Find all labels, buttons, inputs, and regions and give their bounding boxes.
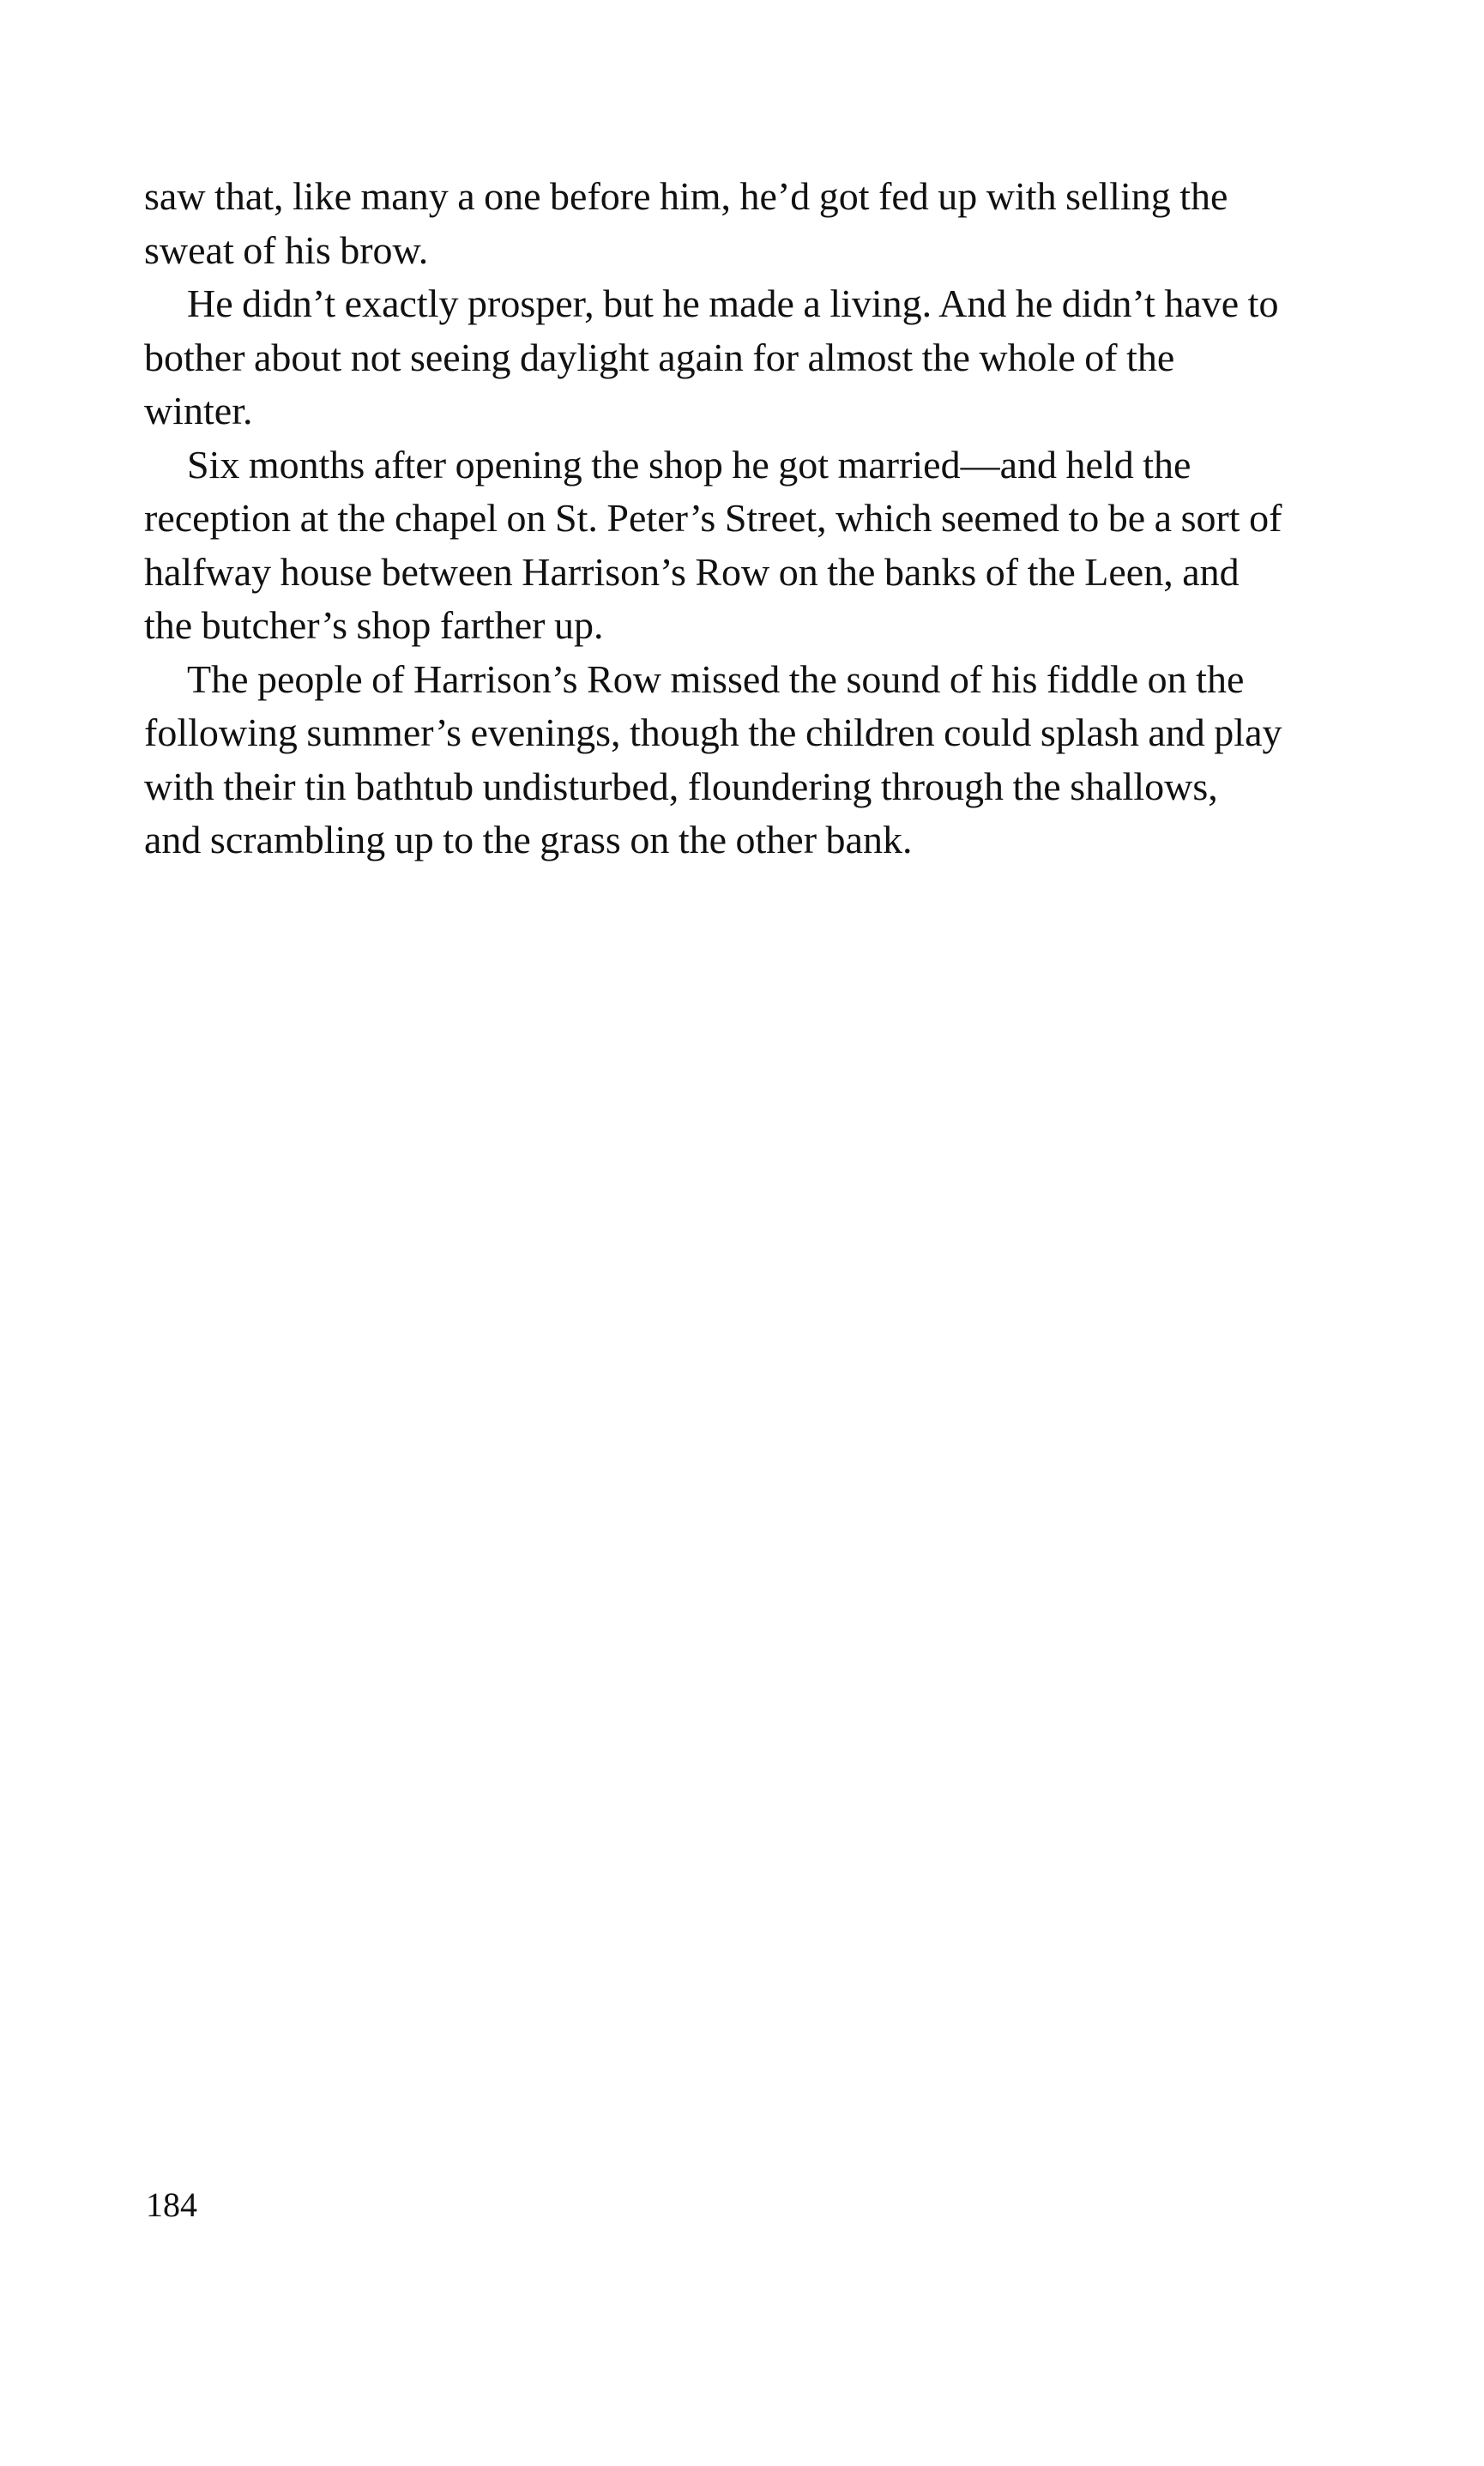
text-line: with their tin bathtub undisturbed, floundering through the shallows, xyxy=(144,764,1218,808)
page-number: 184 xyxy=(146,2185,197,2224)
text-line: sweat of his brow. xyxy=(144,227,429,272)
text-line: and scrambling up to the grass on the other bank. xyxy=(144,818,913,861)
text-line: reception at the chapel on St. Peter’s Street, which seemed to be a sort of xyxy=(144,496,1282,540)
text-line: winter. xyxy=(144,389,253,432)
body-text xyxy=(144,170,1362,867)
text-line: the butcher’s shop farther up. xyxy=(144,603,604,647)
text-line: halfway house between Harrison’s Row on the banks of the Leen, and xyxy=(144,549,1240,594)
text-line: bother about not seeing daylight again for almost the whole of the xyxy=(144,335,1175,379)
text-line: He didn’t exactly prosper, but he made a living. And he didn’t have to xyxy=(187,281,1279,325)
text-line: Six months after opening the shop he got married—and held the xyxy=(187,442,1191,487)
text-line: following summer’s evenings, though the children could splash and play xyxy=(144,710,1282,754)
text-line: saw that, like many a one before him, he’d got fed up with selling the xyxy=(144,174,1228,218)
text-line: The people of Harrison’s Row missed the sound of his fiddle on the xyxy=(187,656,1245,701)
